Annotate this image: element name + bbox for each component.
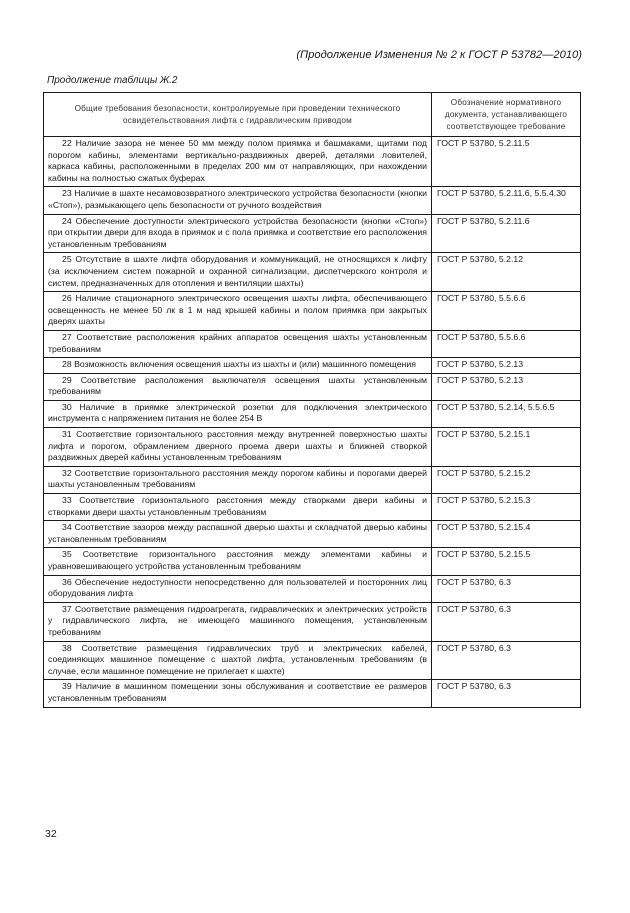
standard-cell: ГОСТ Р 53780, 5.2.11.6, 5.5.4.30 xyxy=(432,187,581,214)
document-header: (Продолжение Изменения № 2 к ГОСТ Р 53782—2010) xyxy=(296,49,582,61)
requirement-cell xyxy=(44,373,432,400)
standard-cell: ГОСТ Р 53780, 5.2.13 xyxy=(432,373,581,400)
requirement-text: 28 Возможность включения освещения шахты из шахты и (или) машинного помещения xyxy=(62,359,416,370)
table-row xyxy=(44,428,581,467)
requirement-cell xyxy=(44,641,432,680)
requirement-text: 30 Наличие в приямке электрической розетки для подключения электрического инструмента с напряжением питания не более 254 В xyxy=(48,401,427,424)
table-row xyxy=(44,253,581,292)
table-row xyxy=(44,214,581,253)
table-row xyxy=(44,466,581,493)
standard-cell: ГОСТ Р 53780, 5.2.12 xyxy=(432,253,581,292)
table-row xyxy=(44,373,581,400)
requirement-cell xyxy=(44,466,432,493)
table-row xyxy=(44,292,581,331)
requirement-cell xyxy=(44,602,432,641)
requirement-cell xyxy=(44,400,432,427)
standard-cell: ГОСТ Р 53780, 6.3 xyxy=(432,575,581,602)
requirement-text: 29 Соответствие расположения выключателя освещения шахты установленным требованиям xyxy=(48,374,427,397)
standard-cell: ГОСТ Р 53780, 5.2.14, 5.5.6.5 xyxy=(432,400,581,427)
column-header-standard: Обозначение нормативного документа, устанавливающего соответствующее требование xyxy=(432,93,581,137)
requirement-cell xyxy=(44,358,432,374)
standard-cell: ГОСТ Р 53780, 5.2.13 xyxy=(432,358,581,374)
requirement-text: 34 Соответствие зазоров между распашной дверью шахты и складчатой дверью кабины установленным требованиям xyxy=(48,522,427,544)
requirement-cell xyxy=(44,428,432,467)
requirement-cell xyxy=(44,330,432,357)
standard-cell: ГОСТ Р 53780, 5.2.15.4 xyxy=(432,521,581,548)
requirement-text: 26 Наличие стационарного электрического освещения шахты лифта, обеспечивающего освещенность не менее 50 лк в 1 м над крышей кабины и полом приямка при закрытых дверях шахты xyxy=(48,293,427,327)
table-row xyxy=(44,680,581,707)
requirement-text: 38 Соответствие размещения гидравлических труб и электрических кабелей, соединяющих машинное помещение с шахтой лифта, установленным требованиям (в случае, если машинное помещение не прилегает к шахте) xyxy=(48,642,427,676)
requirement-cell xyxy=(44,253,432,292)
requirement-text: 36 Обеспечение недоступности непосредственно для пользователей и посторонних лиц оборудования лифта xyxy=(48,576,427,599)
table-row xyxy=(44,400,581,427)
standard-cell: ГОСТ Р 53780, 6.3 xyxy=(432,641,581,680)
requirement-text: 39 Наличие в машинном помещении зоны обслуживания и соответствие ее размеров установленным требованиям xyxy=(48,681,427,703)
table-row xyxy=(44,358,581,374)
standard-cell: ГОСТ Р 53780, 5.2.15.5 xyxy=(432,548,581,575)
requirement-cell xyxy=(44,575,432,602)
standard-cell: ГОСТ Р 53780, 5.2.11.6 xyxy=(432,214,581,253)
requirement-cell xyxy=(44,521,432,548)
requirement-text: 27 Соответствие расположения крайних аппаратов освещения шахты установленным требованиям xyxy=(48,331,427,354)
table-row xyxy=(44,575,581,602)
table-header-row xyxy=(44,93,581,137)
table-caption: Продолжение таблицы Ж.2 xyxy=(47,75,178,86)
requirement-text: 33 Соответствие горизонтального расстояния между створками двери кабины и створками двери шахты установленным требованиям xyxy=(48,495,427,517)
requirement-text: 24 Обеспечение доступности электрического устройства безопасности (кнопки «Стоп») при открытии двери для входа в приямок и с пола приямка и соответствие его расположения установленным требованиям xyxy=(48,215,427,249)
table-row xyxy=(44,548,581,575)
requirement-cell xyxy=(44,292,432,331)
table-row xyxy=(44,521,581,548)
standard-cell: ГОСТ Р 53780, 5.2.11.5 xyxy=(432,137,581,187)
page-number: 32 xyxy=(45,828,57,840)
table-row xyxy=(44,641,581,680)
requirement-cell xyxy=(44,214,432,253)
requirement-text: 37 Соответствие размещения гидроагрегата, гидравлических и электрических устройств у гидравлического лифта, не имеющего машинного помещения, установленным требованиям xyxy=(48,603,427,637)
table-row xyxy=(44,187,581,214)
table-row xyxy=(44,137,581,187)
requirement-text: 25 Отсутствие в шахте лифта оборудования и коммуникаций, не относящихся к лифту (за исключением систем пожарной и охранной сигнализации, диспетчерского контроля и систем, предназначенных для отопления и вентиляции шахты) xyxy=(48,254,427,288)
standard-cell: ГОСТ Р 53780, 6.3 xyxy=(432,602,581,641)
table-row xyxy=(44,602,581,641)
table-row xyxy=(44,330,581,357)
requirement-text: 22 Наличие зазора не менее 50 мм между полом приямка и башмаками, щитами под порогом кабины, элементами вертикально-раздвижных дверей, деталями ловителей, каркаса кабины, расположенными в пределах 200 мм от направляющих, при нахождении кабины на полностью сжатых буферах xyxy=(48,138,427,183)
standard-cell: ГОСТ Р 53780, 5.5.6.6 xyxy=(432,330,581,357)
requirement-cell xyxy=(44,137,432,187)
standard-cell: ГОСТ Р 53780, 5.5.6.6 xyxy=(432,292,581,331)
table-row xyxy=(44,494,581,521)
requirement-text: 32 Соответствие горизонтального расстояния между порогом кабины и порогами дверей шахты установленным требованиям xyxy=(48,467,427,490)
requirement-cell xyxy=(44,680,432,707)
standard-cell: ГОСТ Р 53780, 5.2.15.1 xyxy=(432,428,581,467)
standard-cell: ГОСТ Р 53780, 6.3 xyxy=(432,680,581,707)
column-header-requirements: Общие требования безопасности, контролируемые при проведении технического освидетельствования лифта с гидравлическим приводом xyxy=(44,93,432,137)
requirement-cell xyxy=(44,494,432,521)
requirement-text: 23 Наличие в шахте несамовозвратного электрического устройства безопасности (кнопки «Стоп»), размыкающего цепь безопасности от ручного воздействия xyxy=(48,188,427,210)
requirement-text: 31 Соответствие горизонтального расстояния между внутренней поверхностью шахты лифта и порогом, обрамлением дверного проема двери шахты и ближней створкой раздвижных дверей кабины установленным требованиям xyxy=(48,429,427,463)
table-body xyxy=(44,137,581,708)
standard-cell: ГОСТ Р 53780, 5.2.15.2 xyxy=(432,466,581,493)
requirements-table xyxy=(43,92,581,708)
requirement-cell xyxy=(44,187,432,214)
standard-cell: ГОСТ Р 53780, 5.2.15.3 xyxy=(432,494,581,521)
requirement-text: 35 Соответствие горизонтального расстояния между элементами кабины и уравновешивающего устройства установленным требованиям xyxy=(48,549,427,571)
requirement-cell xyxy=(44,548,432,575)
